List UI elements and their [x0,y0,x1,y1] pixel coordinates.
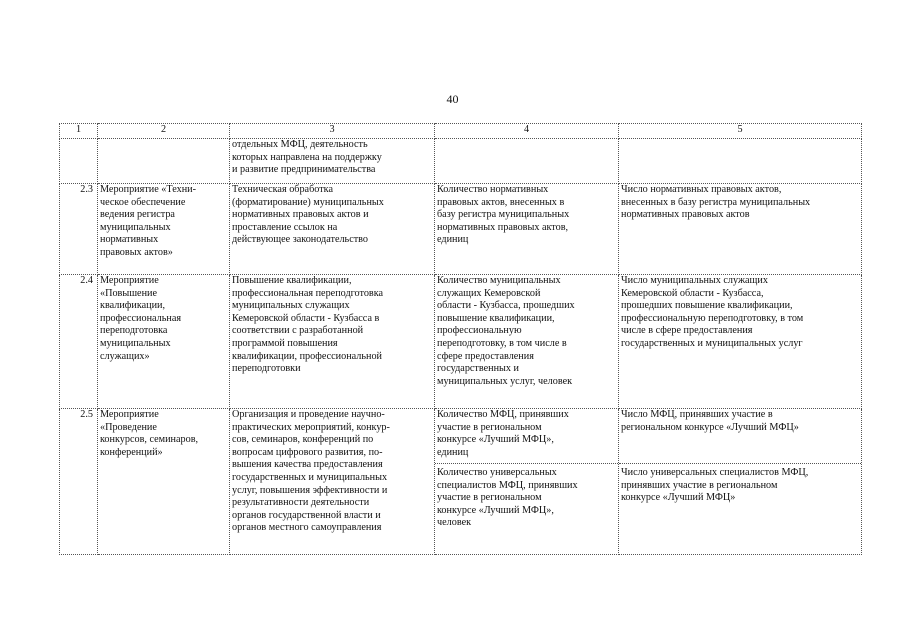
header-cell: 2 [98,124,230,139]
header-cell: 5 [619,124,862,139]
header-cell: 1 [60,124,98,139]
header-cell: 3 [230,124,435,139]
activity-cell: Мероприятие «Повышение квалификации, профессиональная переподготовка муниципальных служащих» [98,275,230,409]
method-cell [619,139,862,184]
description-cell: Организация и проведение научно- практических мероприятий, конкур- сов, семинаров, конференций по вопросам цифрового развития, по- вышения качества предоставления государственных и муниципальных услуг, повышения эффективности и результативности деятельности органов государственной власти и органов местного самоуправления [230,409,435,555]
table-header-row [60,124,862,139]
description-cell: отдельных МФЦ, деятельность которых направлена на поддержку и развитие предпринимательства [230,139,435,184]
method-cell [619,409,862,555]
method-subcell: Число МФЦ, принявших участие в региональном конкурсе «Лучший МФЦ» [619,409,861,464]
table-row [60,139,862,184]
indicator-subcell: Количество универсальных специалистов МФЦ, принявших участие в региональном конкурсе «Лучший МФЦ», человек [437,467,578,529]
indicator-subcell: Количество МФЦ, принявших участие в региональном конкурсе «Лучший МФЦ», единиц [435,409,618,464]
activity-cell [98,139,230,184]
row-number: 2.3 [60,184,98,275]
table-row [60,184,862,275]
table-row [60,409,862,555]
method-cell: Число муниципальных служащих Кемеровской области - Кузбасса, прошедших повышение квалификации, профессиональную переподготовку, в том числе в сфере предоставления государственных и муниципальных услуг [619,275,862,409]
table-row [60,275,862,409]
activity-cell: Мероприятие «Проведение конкурсов, семинаров, конференций» [98,409,230,555]
description-cell: Техническая обработка (форматирование) муниципальных нормативных правовых актов и проставление ссылок на действующее законодательство [230,184,435,275]
header-cell: 4 [435,124,619,139]
activity-cell: Мероприятие «Техни- ческое обеспечение ведения регистра муниципальных нормативных правовых актов» [98,184,230,275]
method-subcell: Число универсальных специалистов МФЦ, принявших участие в региональном конкурсе «Лучший МФЦ» [621,467,809,504]
description-cell: Повышение квалификации, профессиональная переподготовка муниципальных служащих Кемеровской области - Кузбасса в соответствии с разработанной программой повышения квалификации, профессиональной переподготовки [230,275,435,409]
indicator-cell: Количество нормативных правовых актов, внесенных в базу регистра муниципальных нормативных правовых актов, единиц [435,184,619,275]
indicator-cell [435,409,619,555]
row-number: 2.4 [60,275,98,409]
document-table [59,123,862,555]
indicator-cell [435,139,619,184]
row-number [60,139,98,184]
row-number: 2.5 [60,409,98,555]
indicator-cell: Количество муниципальных служащих Кемеровской области - Кузбасса, прошедших повышение квалификации, профессиональную переподготовку, в том числе в сфере предоставления государственных и муниципальных услуг, человек [435,275,619,409]
method-cell: Число нормативных правовых актов, внесенных в базу регистра муниципальных нормативных правовых актов [619,184,862,275]
page-number: 40 [446,92,459,106]
